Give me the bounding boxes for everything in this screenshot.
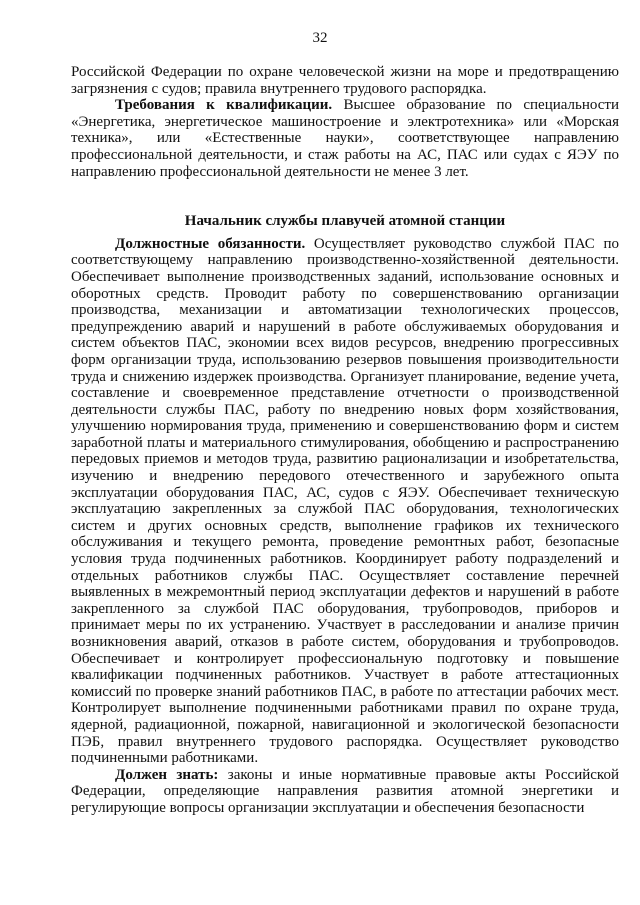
section-heading: Начальник службы плавучей атомной станции	[184, 213, 506, 230]
duties-label: Должностные обязанности.	[115, 235, 306, 252]
knowledge-text: законы и иные нормативные правовые акты Российской Федерации, определяющие направления развития атомной энергетики и регулирующие вопросы организации эксплуатации и обеспечения безопасности	[71, 766, 619, 816]
duties-paragraph	[71, 236, 619, 767]
qualification-requirements-text: Высшее образование по специальности «Энергетика, энергетическое машиностроение и электротехника» или «Морская техника», или «Естественные науки», соответствующее направлению профессиональной деятельности, и стаж работы на АС, ПАС или судах с ЯЭУ по направлению профессиональной деятельности не менее 3 лет.	[71, 97, 620, 180]
qualification-requirements-label: Требования к квалификации.	[115, 97, 333, 114]
qualification-requirements-paragraph	[71, 97, 619, 180]
continuation-paragraph: Российской Федерации по охране человеческой жизни на море и предотвращению загрязнения с судов; правила внутреннего трудового распорядка.	[71, 64, 619, 97]
document-body	[71, 64, 619, 817]
duties-text: Осуществляет руководство службой ПАС по соответствующему направлению производственно-хозяйственной деятельности. Обеспечивает выполнение производственных заданий, использование основных и оборотных средств. Проводит работу по совершенствованию организации производства, механизации и автоматизации технологических процессов, предупреждению аварий и нарушений в работе обслуживаемых оборудования и систем объектов ПАС, экономии всех видов ресурсов, внедрению прогрессивных форм организации труда, использованию резервов повышения производительности труда и снижению издержек производства. Организует планирование, ведение учета, составление и своевременное представление отчетности о производственной деятельности службы ПАС, работу по внедрению новых форм хозяйствования, улучшению нормирования труда, применению и совершенствованию форм и систем заработной платы и материального стимулирования, обобщению и распространению передовых приемов и методов труда, развитию рационализации и изобретательства, изучению и внедрению передового отечественного и зарубежного опыта эксплуатации оборудования ПАС, АС, судов с ЯЭУ. Обеспечивает техническую эксплуатацию закрепленных за службой ПАС оборудования, технологических систем и других основных средств, выполнение графиков их технического обслуживания и текущего ремонта, проведение ремонтных работ, безопасные условия труда подчиненных работников. Координирует работу подразделений и отдельных работников службы ПАС. Осуществляет составление перечней выявленных в межремонтный период эксплуатации дефектов и нарушений в работе закрепленного за службой ПАС оборудования, трубопроводов, приборов и принимает меры по их устранению. Участвует в расследовании и анализе причин возникновения аварий, отказов в работе систем, оборудования и трубопроводов. Обеспечивает и контролирует профессиональную подготовку и повышение квалификации подчиненных работников. Участвует в работе аттестационных комиссий по проверке знаний работников ПАС, в работе по аттестации рабочих мест. Контролирует выполнение подчиненными работниками правил по охране труда, ядерной, радиационной, пожарной, навигационной и экологической безопасности ПЭБ, правил внутреннего трудового распорядка. Осуществляет руководство подчиненными работниками.	[71, 235, 619, 767]
knowledge-label: Должен знать:	[115, 766, 219, 783]
page-number: 32	[312, 30, 328, 46]
knowledge-paragraph	[71, 767, 619, 817]
